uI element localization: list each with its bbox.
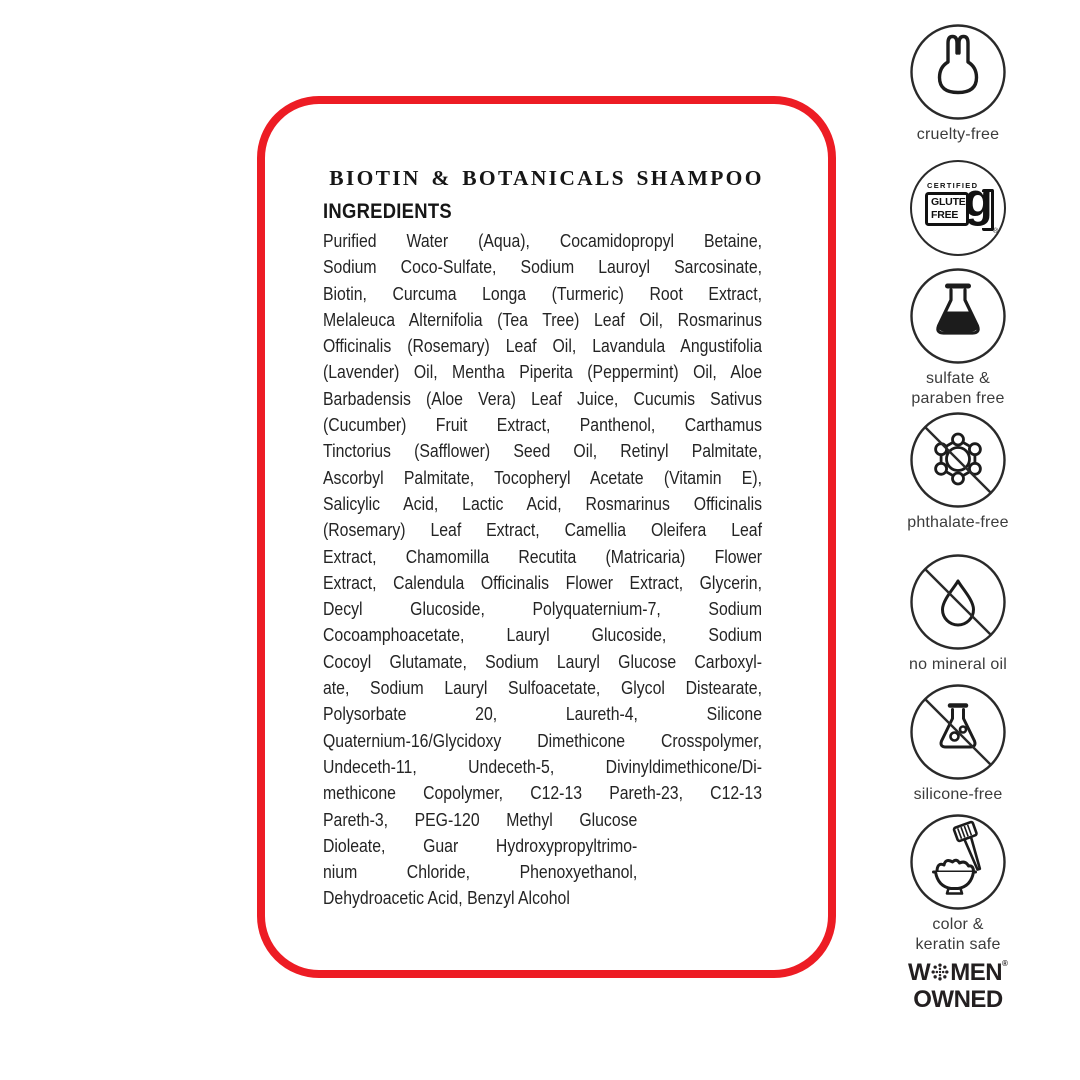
badge-label: phthalate-free: [907, 514, 1009, 531]
ingredients-line: ate, Sodium Lauryl Sulfoacetate, Glycol Distearate,: [323, 678, 762, 699]
badge-cruelty-free: [888, 24, 1028, 145]
badge-color-keratin-safe: [888, 814, 1028, 954]
badge-phthalate-free: [888, 412, 1028, 533]
ingredients-line: Decyl Glucoside, Polyquaternium-7, Sodium: [323, 599, 762, 620]
badge-label: sulfate & paraben free: [911, 370, 1005, 407]
ingredients-line: Ascorbyl Palmitate, Tocopheryl Acetate (Vitamin E),: [323, 467, 762, 488]
gluten-free-box: GLUTEN FREE: [925, 192, 969, 226]
ingredients-heading: INGREDIENTS: [323, 200, 452, 223]
gluten-free-certified-text: CERTIFIED: [927, 181, 979, 190]
ingredients-line: Dehydroacetic Acid, Benzyl Alcohol: [323, 888, 570, 909]
women-owned-line2: OWNED: [913, 986, 1003, 1013]
ingredients-line: Extract, Chamomilla Recutita (Matricaria) Flower: [323, 546, 762, 567]
flask-slash-icon: [910, 684, 1006, 780]
badge-label: silicone-free: [913, 786, 1003, 803]
ingredients-line: Biotin, Curcuma Longa (Turmeric) Root Extract,: [323, 283, 762, 304]
badge-label: color & keratin safe: [915, 916, 1001, 953]
badge-silicone-free: [888, 684, 1028, 805]
ingredients-line: Salicylic Acid, Lactic Acid, Rosmarinus Officinalis: [323, 493, 762, 514]
gluten-free-seal-icon: [910, 160, 1006, 256]
ingredients-line: Polysorbate 20, Laureth-4, Silicone: [323, 704, 762, 725]
badge-sulfate-paraben-free: [888, 268, 1028, 408]
ingredients-line: Barbadensis (Aloe Vera) Leaf Juice, Cucumis Sativus: [323, 388, 762, 409]
ingredients-line: Cocoyl Glutamate, Sodium Lauryl Glucose Carboxyl-: [323, 651, 762, 672]
badge-label: cruelty-free: [916, 126, 1000, 143]
badge-certified-gluten-free: [888, 160, 1028, 256]
ingredients-line: Sodium Coco-Sulfate, Sodium Lauroyl Sarcosinate,: [323, 257, 762, 278]
gluten-free-g-glyph: g: [964, 173, 993, 226]
ingredients-line: (Cucumber) Fruit Extract, Panthenol, Carthamus: [323, 415, 762, 436]
ingredients-panel: [257, 96, 836, 978]
bunny-icon: [910, 24, 1006, 120]
ingredients-line: Melaleuca Alternifolia (Tea Tree) Leaf Oil, Rosmarinus: [323, 309, 762, 330]
ingredients-line: Undeceth-11, Undeceth-5, Divinyldimethicone/Di-: [323, 756, 762, 777]
gluten-free-bracket: [982, 189, 994, 231]
ingredients-line: (Rosemary) Leaf Extract, Camellia Oleifera Leaf: [323, 520, 762, 541]
droplet-slash-icon: [910, 554, 1006, 650]
ingredients-line: Dioleate, Guar Hydroxypropyltrimo-: [323, 835, 638, 856]
ingredients-line: Purified Water (Aqua), Cocamidopropyl Betaine,: [323, 231, 762, 251]
badge-no-mineral-oil: [888, 554, 1028, 675]
ingredients-line: Quaternium-16/Glycidoxy Dimethicone Crosspolymer,: [323, 730, 762, 751]
dotted-o-icon: [930, 962, 950, 982]
ingredients-line: Pareth-3, PEG-120 Methyl Glucose: [323, 809, 638, 830]
women-owned-logo: [888, 950, 1028, 1013]
badge-label: no mineral oil: [909, 656, 1007, 673]
dye-bowl-brush-icon: [910, 814, 1006, 910]
registered-mark: ®: [1002, 959, 1008, 968]
ingredients-line: Officinalis (Rosemary) Leaf Oil, Lavandula Angustifolia: [323, 336, 762, 357]
molecule-slash-icon: [910, 412, 1006, 508]
ingredients-line: (Lavender) Oil, Mentha Piperita (Peppermint) Oil, Aloe: [323, 362, 762, 383]
ingredients-line: Cocoamphoacetate, Lauryl Glucoside, Sodium: [323, 625, 762, 646]
ingredients-line: nium Chloride, Phenoxyethanol,: [323, 862, 638, 883]
flask-filled-icon: [910, 268, 1006, 364]
ingredients-line: Tinctorius (Safflower) Seed Oil, Retinyl Palmitate,: [323, 441, 762, 462]
ingredients-line: methicone Copolymer, C12-13 Pareth-23, C12-13: [323, 783, 762, 804]
women-owned-line1: W MEN®: [908, 959, 1008, 986]
ingredients-text-block: [323, 200, 762, 912]
product-title: BIOTIN & BOTANICALS SHAMPOO: [329, 166, 764, 190]
registered-mark: ®: [993, 228, 999, 235]
ingredients-line: Extract, Calendula Officinalis Flower Extract, Glycerin,: [323, 572, 762, 593]
